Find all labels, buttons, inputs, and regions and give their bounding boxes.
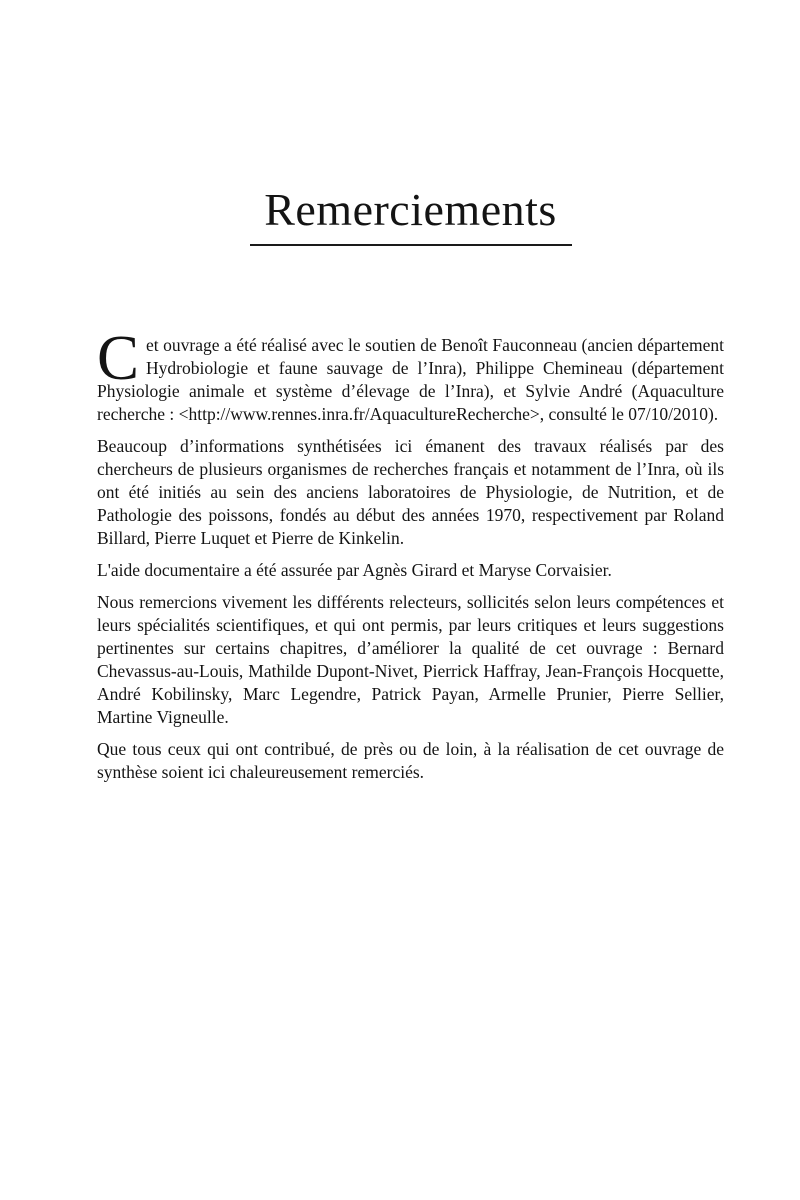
paragraph-text: et ouvrage a été réalisé avec le soutien de Benoît Fauconneau (ancien département Hydrobiologie et faune sauvage de l’Inra), Philippe Chemineau (département Physiologie animale et système d’élevage de l’Inra), et Sylvie André (Aquaculture recherche : <http://www.rennes.inra.fr/AquacultureRecherche>, consulté le 07/10/2010). <box>97 334 724 424</box>
paragraph: L'aide documentaire a été assurée par Agnès Girard et Maryse Corvaisier. <box>97 559 612 580</box>
dropcap-letter: C <box>97 322 140 393</box>
paragraph: Beaucoup d’informations synthétisées ici émanent des travaux réalisés par des chercheurs de plusieurs organismes de recherches français et notamment de l’Inra, où ils ont été initiés au sein des anciens laboratoires de Physiologie, de Nutrition, et de Pathologie des poissons, fondés au début des années 1970, respectivement par Roland Billard, Pierre Luquet et Pierre de Kinkelin. <box>97 435 724 548</box>
title-area <box>97 0 724 246</box>
body-text <box>97 322 724 784</box>
paragraph: Nous remercions vivement les différents relecteurs, sollicités selon leurs compétences et leurs spécialités scientifiques, et qui ont permis, par leurs critiques et leurs suggestions pertinentes sur certains chapitres, d’améliorer la qualité de cet ouvrage : Bernard Chevassus-au-Louis, Mathilde Dupont-Nivet, Pierrick Haffray, Jean-François Hocquette, André Kobilinsky, Marc Legendre, Patrick Payan, Armelle Prunier, Pierre Sellier, Martine Vigneulle. <box>97 591 724 727</box>
page-title: Remerciements <box>264 184 557 235</box>
title-underline <box>250 244 572 246</box>
paragraph: Que tous ceux qui ont contribué, de près ou de loin, à la réalisation de cet ouvrage de synthèse soient ici chaleureusement remerciés. <box>97 738 724 782</box>
paragraph <box>97 322 724 426</box>
